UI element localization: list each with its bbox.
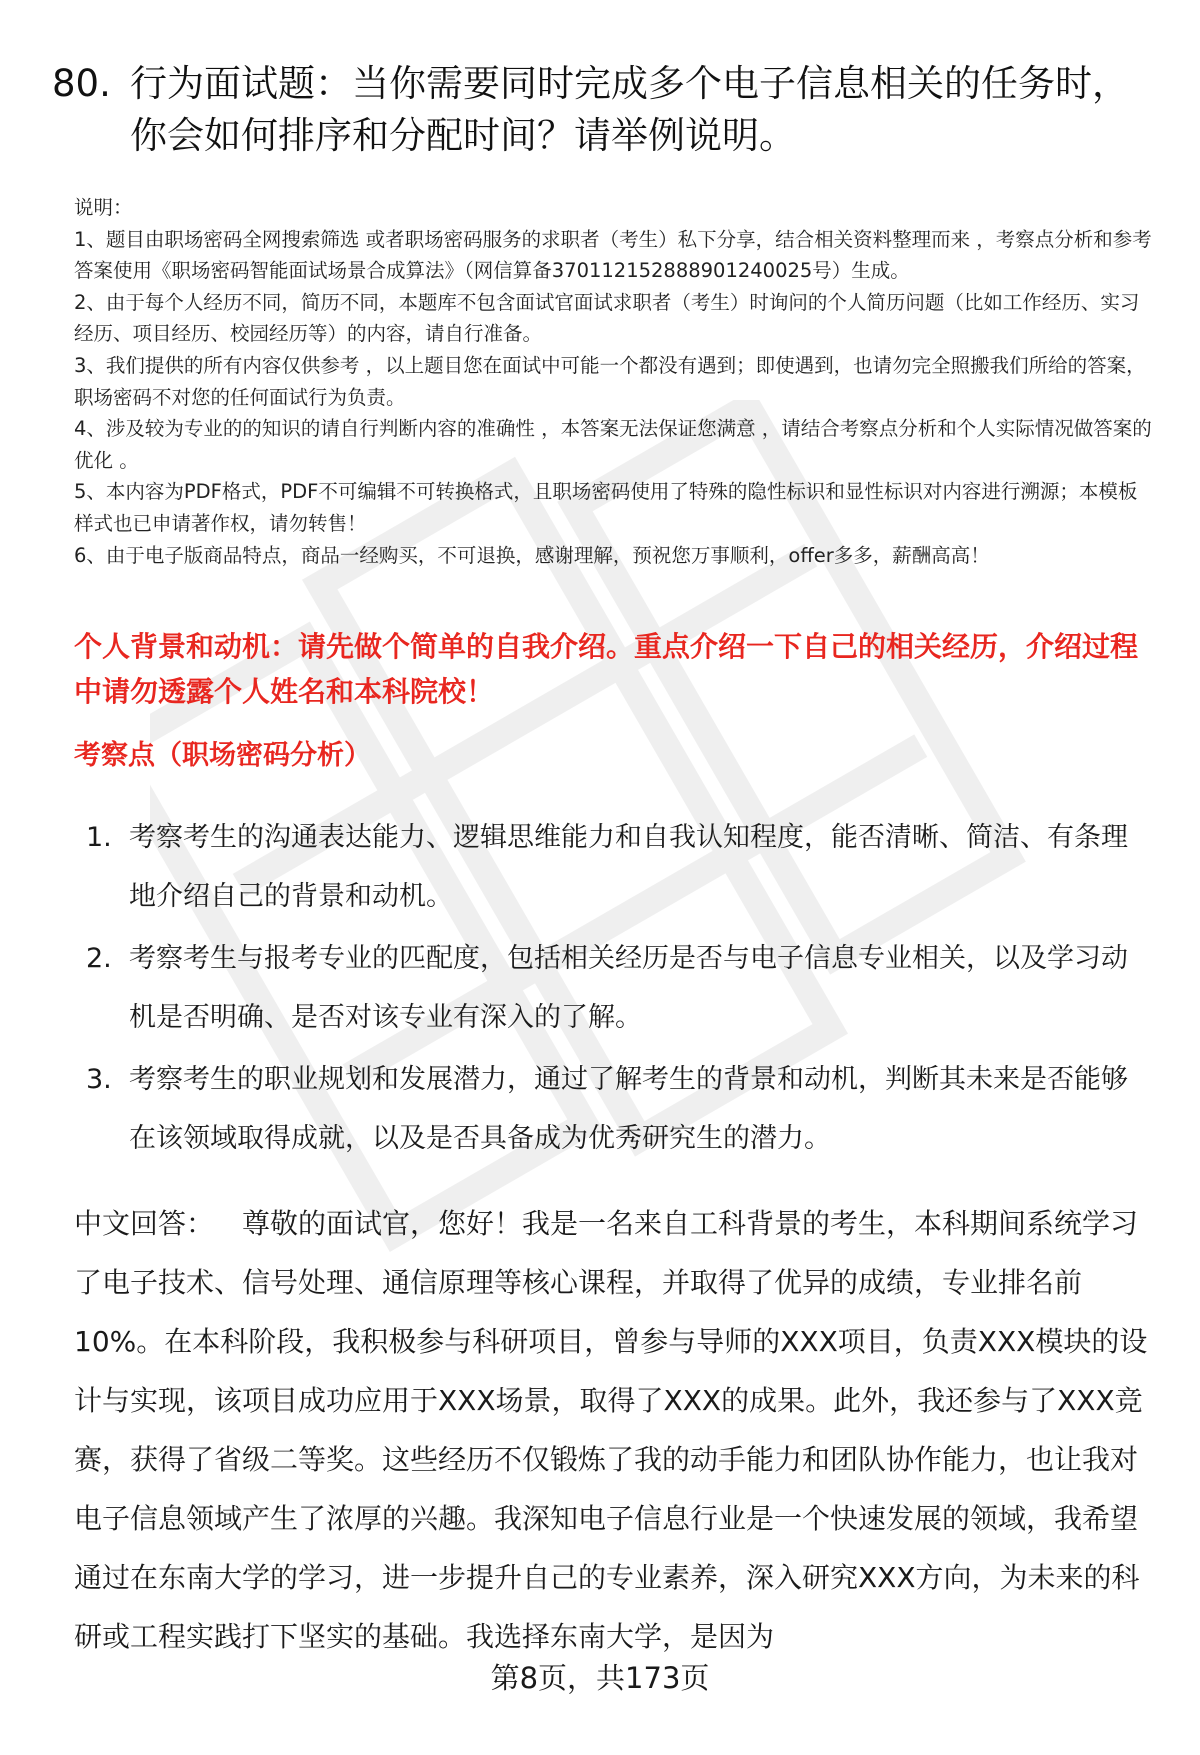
note-item-4: 4、涉及较为专业的的知识的请自行判断内容的准确性 ，本答案无法保证您满意 ，请结合考察点分析和个人实际情况做答案的优化 。	[74, 417, 1152, 472]
section-heading: 个人背景和动机：请先做个简单的自我介绍。重点介绍一下自己的相关经历，介绍过程中请勿透露个人姓名和本科院校！	[74, 630, 1139, 708]
point-index: 3.	[86, 1064, 112, 1095]
analysis-heading: 考察点（职场密码分析）	[74, 740, 371, 771]
note-item-6: 6、由于电子版商品特点，商品一经购买，不可退换，感谢理解，预祝您万事顺利，offer多多，薪酬高高！	[74, 543, 990, 567]
analysis-point	[74, 808, 1154, 926]
answer-block	[74, 1194, 1158, 1666]
analysis-point	[74, 1050, 1154, 1168]
answer-text: 尊敬的面试官，您好！我是一名来自工科背景的考生，本科期间系统学习了电子技术、信号处理、通信原理等核心课程，并取得了优异的成绩，专业排名前10%。在本科阶段，我积极参与科研项目，曾参与导师的XXX项目，负责XXX模块的设计与实现，该项目成功应用于XXX场景，取得了XXX的成果。此外，我还参与了XXX竞赛，获得了省级二等奖。这些经历不仅锻炼了我的动手能力和团队协作能力，也让我对电子信息领域产生了浓厚的兴趣。我深知电子信息行业是一个快速发展的领域，我希望通过在东南大学的学习，进一步提升自己的专业素养，深入研究XXX方向，为未来的科研或工程实践打下坚实的基础。我选择东南大学，是因为	[74, 1207, 1148, 1653]
note-item-3: 3、我们提供的所有内容仅供参考 ，以上题目您在面试中可能一个都没有遇到；即使遇到，也请勿完全照搬我们所给的答案，职场密码不对您的任何面试行为负责。	[74, 353, 1146, 409]
point-text: 考察考生的职业规划和发展潜力，通过了解考生的背景和动机，判断其未来是否能够在该领域取得成就，以及是否具备成为优秀研究生的潜力。	[129, 1064, 1128, 1154]
analysis-point	[74, 929, 1154, 1047]
point-index: 1.	[86, 822, 112, 853]
question-number: 80.	[52, 62, 111, 105]
page-footer: 第8页，共173页	[490, 1661, 710, 1695]
note-item-1: 1、题目由职场密码全网搜索筛选 或者职场密码服务的求职者（考生）私下分享，结合相关资料整理而来 ，考察点分析和参考答案使用《职场密码智能面试场景合成算法》（网信算备370112152888901240025号）生成。	[74, 227, 1152, 283]
point-text: 考察考生的沟通表达能力、逻辑思维能力和自我认知程度，能否清晰、简洁、有条理地介绍自己的背景和动机。	[129, 822, 1128, 912]
point-text: 考察考生与报考专业的匹配度，包括相关经历是否与电子信息专业相关，以及学习动机是否明确、是否对该专业有深入的了解。	[129, 943, 1128, 1033]
analysis-points-list	[74, 808, 1154, 1171]
point-index: 2.	[86, 943, 112, 974]
note-item-2: 2、由于每个人经历不同，简历不同，本题库不包含面试官面试求职者（考生）时询问的个人简历问题（比如工作经历、实习经历、项目经历、校园经历等）的内容，请自行准备。	[74, 290, 1140, 346]
notes-block	[74, 192, 1154, 571]
note-item-5: 5、本内容为PDF格式，PDF不可编辑不可转换格式，且职场密码使用了特殊的隐性标识和显性标识对内容进行溯源；本模板样式也已申请著作权，请勿转售！	[74, 480, 1138, 535]
notes-heading: 说明：	[74, 196, 133, 219]
question-text: 行为面试题：当你需要同时完成多个电子信息相关的任务时，你会如何排序和分配时间？请举例说明。	[130, 62, 1129, 157]
answer-label: 中文回答：	[74, 1207, 215, 1240]
